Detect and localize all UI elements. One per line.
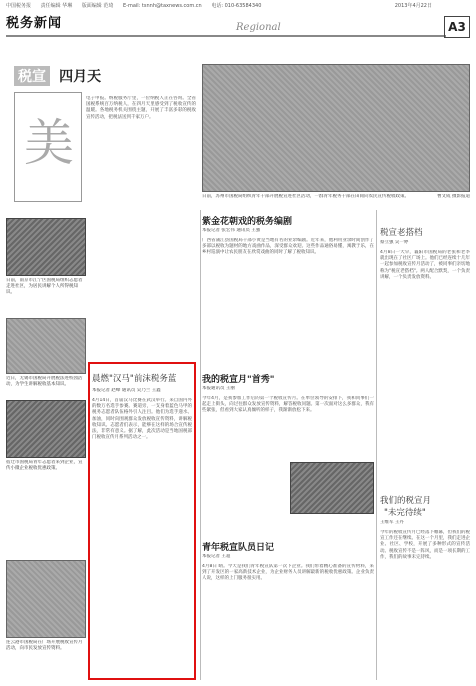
sidebar2-byline: 王维军 王丹 [380,520,404,525]
story3-headline: 青年税宣队员日记 [202,543,275,553]
masthead-bar [6,2,470,12]
masthead-item: 电话: 010-63584340 [211,3,262,9]
left-photo-4-caption: 连云港市国税局在广场开展税收宣传月活动，向市民发放宣传资料。 [6,640,83,651]
column-divider [200,210,201,680]
story1-body: 广西省蒲江县国税局干部小黄是当地有名的业余编剧。近年来，他利用业余时间创作了多部以税收为题材的地方戏曲作品，深受群众欢迎。这些作品通俗易懂，寓教于乐，在乡村巡演中让农民朋友在欣赏戏曲的同时了解了税收知识。 [202,238,374,256]
sidebar1-headline: 税宣老搭档 [380,228,423,238]
column-month: 四月天 [59,69,102,85]
story2-byline: 本报通讯员 王丽 [202,386,235,391]
sidebar2-headline: 我们的税宣月 [380,496,432,506]
left-photo-1 [6,218,86,276]
column-title [14,66,124,84]
page-code: A3 [444,16,470,38]
story2-photo [290,462,374,514]
calligraphy-box [14,92,82,202]
main-photo-credit: 曹文成 摄影报道 [437,194,470,199]
left-photo-3 [6,400,86,458]
main-photo [202,64,470,192]
masthead-date: 2013年4月22日 [394,3,432,9]
left-photo-2 [6,318,86,374]
sidebar2-body: 今年的税收宣传月已经落下帷幕，但我们的税宣工作还在继续。在这一个月里，我们走进企业、社区、学校，开展了多种形式的宣传活动。税收宣传不是一阵风，而是一项长期的工作，我们的故事未完待续。 [380,530,470,560]
left-photo-4 [6,560,86,638]
highlighted-article-title: 晨燃"汉马"前沫税务蓝 [92,374,177,384]
column-intro: 电子申报。纳税服务厅里，一位纳税人正在咨询。全省国税系统百万纳税人，在四月天里感受到了税收宣传的温暖。各地税务机关围绕主题，开展了丰富多彩的税收宣传活动，把税法送到千家万户。 [86,96,196,120]
header-rule [6,35,446,37]
story2-headline: 我的税宣月"首秀" [202,375,275,385]
masthead-item: 版面编辑 范琦 [81,3,114,9]
highlighted-article-byline: 本报记者 赵峰 通讯员 吴乃兰 王鑫 [92,388,161,393]
story2-body: 今年4月，是我参加工作后的第一个税收宣传月。在单位领导的安排下，我和同事们一起走上街头，向过往群众发放宣传资料，解答税收问题。第一次面对这么多群众，我有些紧张，但看到大家认真倾听的样子，我渐渐放松下来。 [202,396,374,414]
section-title: 税务新闻 [6,16,63,31]
story1-byline: 本报记者 张宏伟 通讯员 王强 [202,228,261,233]
left-photo-1-caption: 日前，南京市江宁区国税局组织志愿者走进社区，为居民讲解个人所得税知识。 [6,278,83,295]
sidebar-divider [376,210,377,680]
sidebar1-body: 4月8日一大早，襄阳市国税局的老张和老李就出现在了社区广场上。他们已经连续十几年一起参加税收宣传月活动了，被同事们亲切地称为"税宣老搭档"。两人配合默契，一个负责讲解，一个负责发放资料。 [380,250,470,280]
story3-byline: 本报记者 王超 [202,554,231,559]
left-photo-3-caption: 宿迁市国税局青年志愿者来到企业，宣传小微企业税收优惠政策。 [6,460,83,471]
sidebar1-byline: 蔡立强 吴一婷 [380,240,409,245]
column-tag: 税宣 [14,66,50,86]
sidebar2-subhead: "未完待续" [384,508,426,518]
story1-headline: 紫金花朝戏的税务编剧 [202,217,293,227]
masthead-item: 责任编辑 华琳 [40,3,73,9]
masthead-item: 中国税务报 [6,3,32,9]
masthead-item: E-mail: tsnnh@taxnews.com.cn [122,3,202,9]
story3-body: 4月8日 晴。今天是我们青年税宣队第一次下企业。我们带着精心准备的宣传材料，来到了开发区的一家高新技术企业，为企业财务人员讲解最新的税收优惠政策。企业负责人说，这样的上门服务很实用。 [202,564,374,582]
main-photo-caption: 日前，苏州市国税局组织青年干部开展税宣进社区活动，一群青年税务干部在田间向农民宣传税收政策。 [202,194,409,199]
highlighted-article-body: 4月14日，首届汉马比赛在武汉举行。来自国内外的数万名选手参赛。赛道旁，一支身着蓝色马甲的税务志愿者队伍格外引人注目。他们为选手递水、加油，同时向围观群众发放税收宣传资料，讲解税收知识。志愿者们表示，能够在这样的场合宣传税法，非常有意义。据了解，此次活动是当地国税部门税收宣传月系列活动之一。 [92,398,192,441]
calligraphy-glyph: 美 [24,114,74,172]
left-photo-2-caption: 近日，无锡市国税局开展税法进校园活动，为学生讲解税收基本知识。 [6,376,83,387]
regional-label: Regional [236,22,281,33]
